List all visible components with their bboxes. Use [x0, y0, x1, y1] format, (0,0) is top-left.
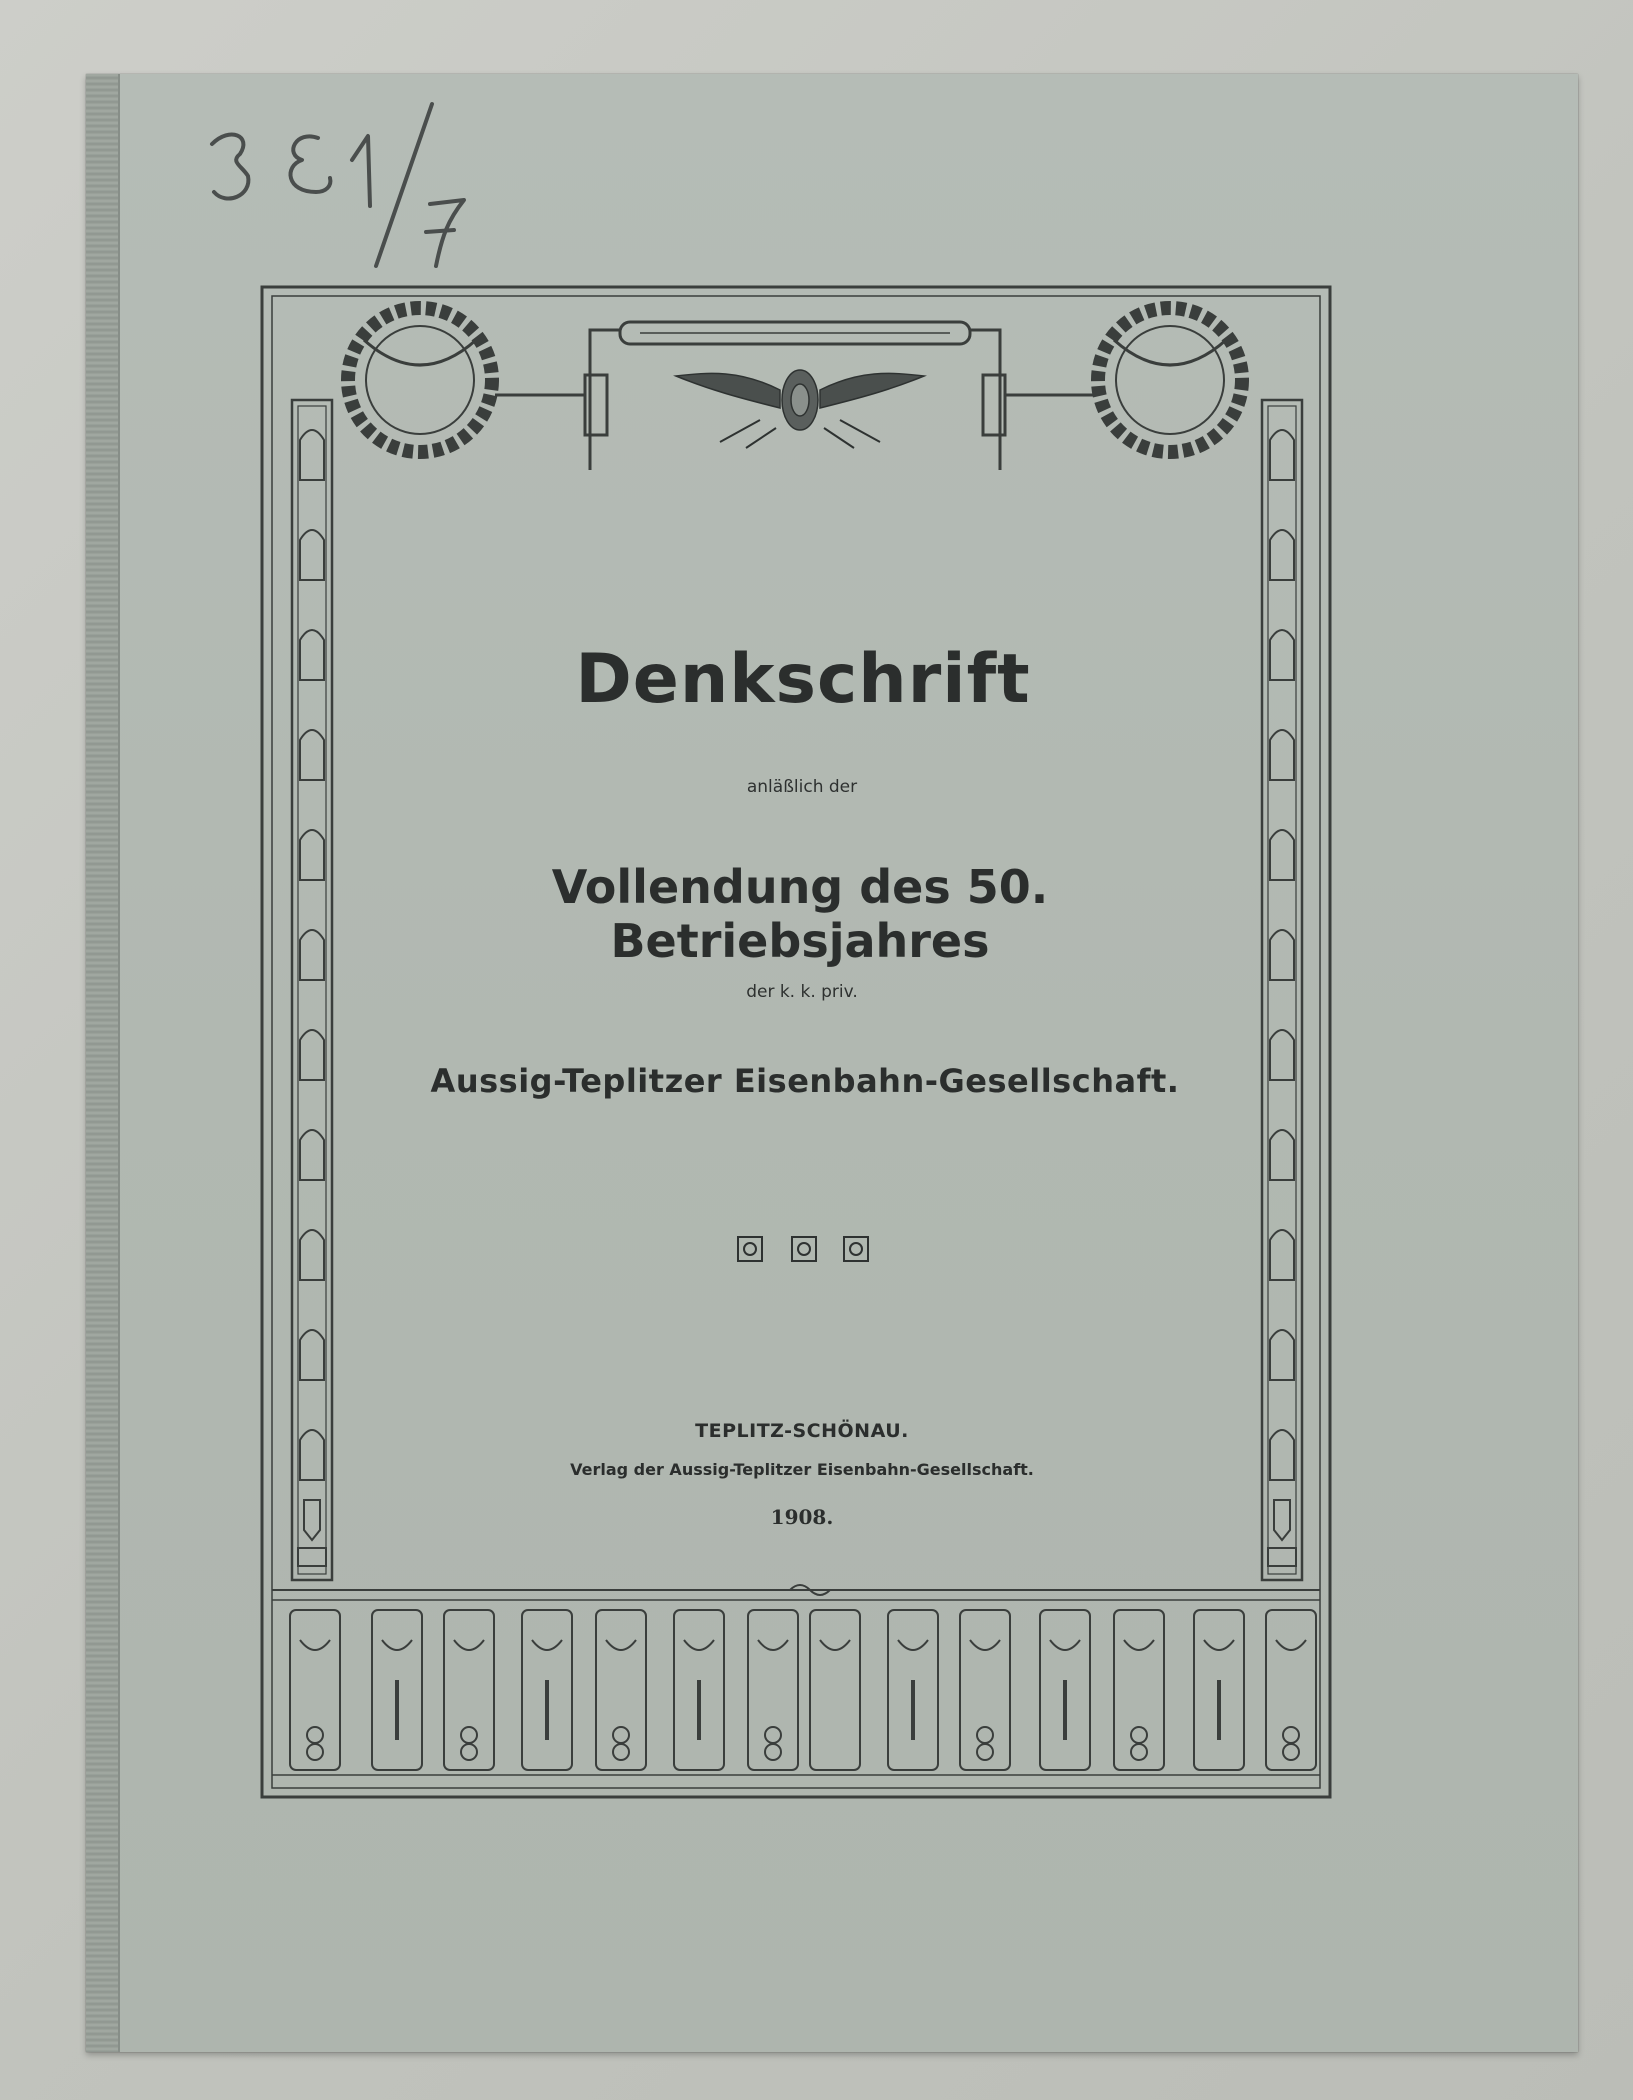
left-column-ornament [292, 400, 332, 1580]
cover-title: Denkschrift [575, 640, 1031, 719]
cover-subheading: Vollendung des 50. Betriebsjahres [551, 860, 1049, 968]
winged-wheel-emblem [676, 370, 924, 448]
cover-subtitle-company-type: der k. k. priv. [746, 982, 858, 1002]
divider-ornaments [736, 1235, 876, 1263]
bottom-band-ornament [290, 1585, 1316, 1770]
right-wreath [1098, 308, 1242, 452]
cover-year: 1908. [770, 1505, 834, 1529]
cover-city: TEPLITZ-SCHÖNAU. [695, 1420, 909, 1442]
cover-publisher: Verlag der Aussig-Teplitzer Eisenbahn-Gesellschaft. [570, 1460, 1034, 1479]
cover-company-name: Aussig-Teplitzer Eisenbahn-Gesellschaft. [430, 1062, 1180, 1100]
left-wreath [348, 308, 492, 452]
cover-subtitle-occasion: anläßlich der [746, 777, 858, 797]
right-column-ornament [1262, 400, 1302, 1580]
